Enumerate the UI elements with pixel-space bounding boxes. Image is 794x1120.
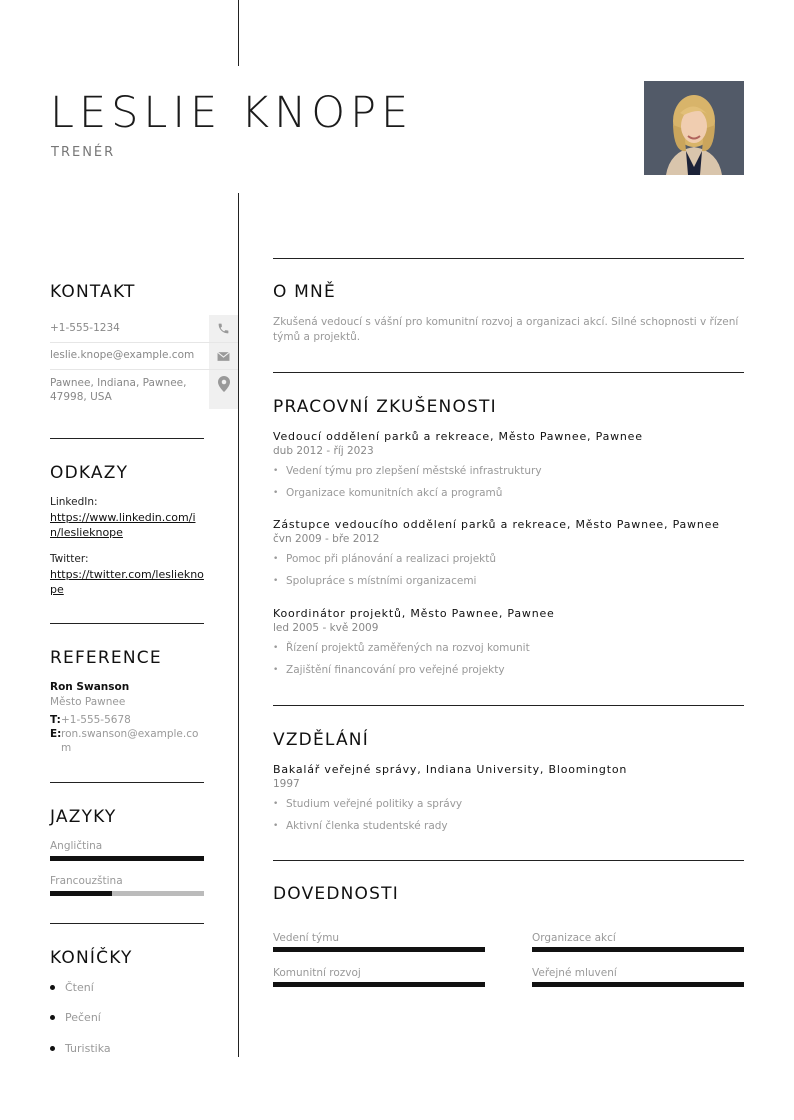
language-level-fill	[50, 891, 112, 896]
skill-item	[273, 932, 485, 952]
hobby-item	[50, 1042, 111, 1055]
reference-phone-label: T:	[50, 714, 61, 726]
experience-heading: PRACOVNÍ ZKUŠENOSTI	[273, 397, 497, 417]
skill-name: Vedení týmu	[273, 932, 340, 944]
section-divider	[50, 923, 204, 924]
linkedin-link[interactable]: https://www.linkedin.com/in/leslieknope	[50, 511, 196, 539]
job-date: led 2005 - kvě 2009	[273, 622, 379, 634]
language-level-bar	[50, 891, 204, 896]
candidate-name: LESLIE KNOPE	[50, 88, 414, 138]
divider-top	[238, 0, 239, 66]
contact-phone-row	[50, 315, 238, 343]
reference-email[interactable]: ron.swanson@example.com	[61, 728, 199, 754]
education-bullet: • Studium veřejné politiky a správy	[273, 793, 743, 815]
education-bullet: • Aktivní členka studentské rady	[273, 815, 743, 837]
reference-phone-line	[50, 713, 206, 727]
section-divider	[50, 782, 204, 783]
hobby-item	[50, 1011, 101, 1024]
reference-email-line	[50, 727, 206, 755]
language-name: Francouzština	[50, 875, 123, 887]
section-divider	[273, 372, 744, 373]
job-entry	[273, 430, 743, 504]
hobby-label: Čtení	[65, 981, 94, 994]
section-divider	[50, 438, 204, 439]
phone-icon	[209, 315, 238, 342]
skill-name: Organizace akcí	[532, 932, 616, 944]
reference-heading: REFERENCE	[50, 648, 162, 668]
hobby-label: Turistika	[65, 1042, 111, 1055]
reference-email-label: E:	[50, 728, 62, 740]
job-date: čvn 2009 - bře 2012	[273, 533, 380, 545]
section-divider	[273, 705, 744, 706]
education-entry	[273, 763, 743, 837]
reference-phone[interactable]: +1-555-5678	[61, 714, 131, 726]
job-bullet: • Spolupráce s místními organizacemi	[273, 570, 743, 592]
education-date: 1997	[273, 778, 300, 790]
skill-item	[532, 967, 744, 987]
language-level-fill	[50, 856, 204, 861]
job-bullets	[273, 460, 743, 504]
job-title: Zástupce vedoucího oddělení parků a rekreace, Město Pawnee, Pawnee	[273, 518, 720, 531]
job-bullet: • Vedení týmu pro zlepšení městské infrastruktury	[273, 460, 743, 482]
education-bullets	[273, 793, 743, 837]
envelope-icon	[209, 343, 238, 369]
linkedin-label: LinkedIn:	[50, 496, 98, 508]
hobby-label: Pečení	[65, 1011, 101, 1024]
skills-heading: DOVEDNOSTI	[273, 884, 399, 904]
job-bullet: • Organizace komunitních akcí a programů	[273, 482, 743, 504]
portrait-image	[644, 81, 744, 175]
about-heading: O MNĚ	[273, 282, 336, 302]
candidate-role: TRENÉR	[51, 145, 116, 160]
section-divider	[50, 623, 204, 624]
language-name: Angličtina	[50, 840, 103, 852]
job-bullets	[273, 548, 743, 592]
education-heading: VZDĚLÁNÍ	[273, 730, 369, 750]
contact-email[interactable]: leslie.knope@example.com	[50, 349, 195, 361]
bullet-icon	[50, 1015, 55, 1020]
contact-heading: KONTAKT	[50, 282, 136, 302]
education-title: Bakalář veřejné správy, Indiana University, Bloomington	[273, 763, 628, 776]
skill-item	[273, 967, 485, 987]
contact-email-row	[50, 343, 238, 370]
job-date: dub 2012 - říj 2023	[273, 445, 374, 457]
skill-item	[532, 932, 744, 952]
job-bullet: • Zajištění financování pro veřejné projekty	[273, 659, 743, 681]
hobbies-heading: KONÍČKY	[50, 948, 133, 968]
about-text: Zkušená vedoucí s vášní pro komunitní rozvoj a organizaci akcí. Silné schopnosti v řízení týmů a projektů.	[273, 316, 739, 343]
twitter-label: Twitter:	[50, 553, 89, 565]
bullet-icon	[50, 1046, 55, 1051]
contact-address-row	[50, 370, 238, 409]
skill-name: Komunitní rozvoj	[273, 967, 361, 979]
hobby-item	[50, 981, 94, 994]
job-title: Vedoucí oddělení parků a rekreace, Město Pawnee, Pawnee	[273, 430, 643, 443]
job-bullet: • Řízení projektů zaměřených na rozvoj komunit	[273, 637, 743, 659]
job-entry	[273, 518, 743, 592]
profile-photo	[644, 81, 744, 175]
job-bullet: • Pomoc při plánování a realizaci projektů	[273, 548, 743, 570]
language-level-bar	[50, 856, 204, 861]
skill-level-bar	[273, 982, 485, 987]
contact-phone[interactable]: +1-555-1234	[50, 322, 120, 334]
skill-level-bar	[532, 982, 744, 987]
reference-name: Ron Swanson	[50, 681, 130, 693]
bullet-icon	[50, 985, 55, 990]
section-divider	[273, 860, 744, 861]
languages-heading: JAZYKY	[50, 807, 117, 827]
divider-main	[238, 193, 239, 1057]
contact-address: Pawnee, Indiana, Pawnee, 47998, USA	[50, 377, 187, 403]
reference-org: Město Pawnee	[50, 696, 126, 708]
section-divider	[273, 258, 744, 259]
job-bullets	[273, 637, 743, 681]
skill-level-bar	[273, 947, 485, 952]
job-entry	[273, 607, 743, 681]
job-title: Koordinátor projektů, Město Pawnee, Pawnee	[273, 607, 555, 620]
twitter-link[interactable]: https://twitter.com/leslieknope	[50, 568, 204, 596]
links-heading: ODKAZY	[50, 463, 129, 483]
skill-name: Veřejné mluvení	[532, 967, 617, 979]
location-pin-icon	[209, 370, 238, 409]
skill-level-bar	[532, 947, 744, 952]
